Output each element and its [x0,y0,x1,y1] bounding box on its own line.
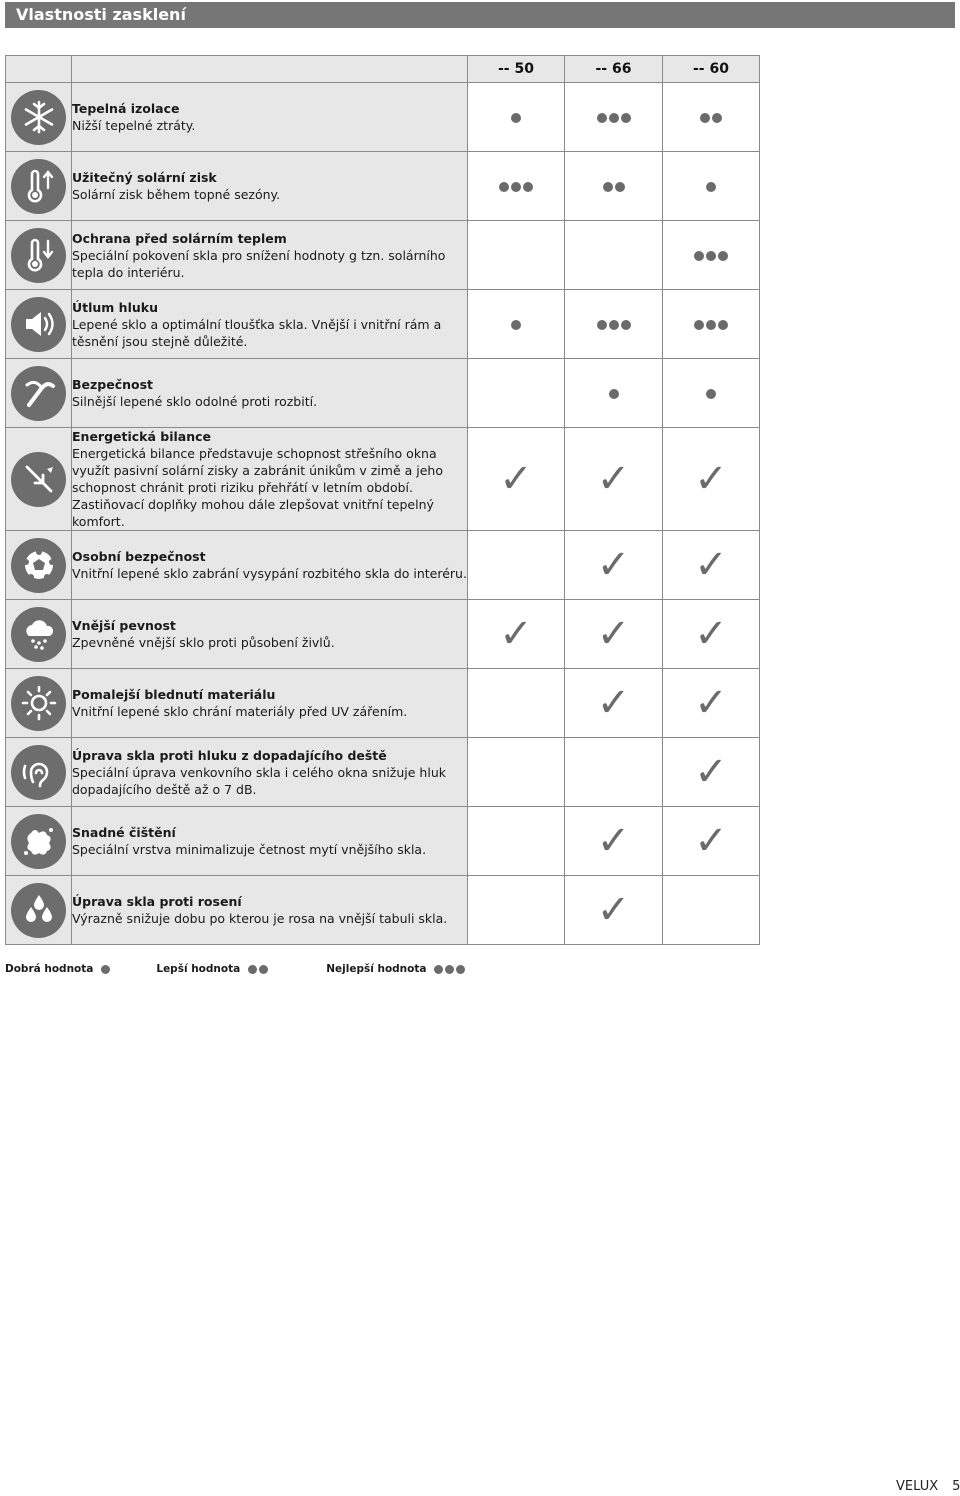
legend [5,963,465,975]
feature-title: Úprava skla proti rosení [72,894,242,909]
value-cell [565,290,663,359]
value-cell [565,152,663,221]
value-cell [663,359,760,428]
table-row [6,738,760,807]
table-row [6,531,760,600]
rating-dots [694,320,728,330]
value-cell [468,738,565,807]
feature-description: Vnitřní lepené sklo zabrání vysypání rozbitého skla do interéru. [72,566,467,581]
value-cell [565,83,663,152]
icon-cell [6,290,72,359]
value-cell [565,876,663,945]
check-mark: ✓ [499,456,533,502]
value-cell [663,669,760,738]
check-mark: ✓ [596,680,631,726]
feature-text-cell [72,290,468,359]
value-cell [468,531,565,600]
rating-dot [621,113,631,123]
check-mark: ✓ [694,749,728,795]
feature-text-cell [72,83,468,152]
rating-dot [603,182,613,192]
legend-dots [248,965,268,974]
rating-dot [511,320,521,330]
feature-text-cell [72,807,468,876]
rating-dots [511,320,521,330]
rating-dot [511,182,521,192]
value-cell [468,669,565,738]
glazing-properties-table [5,55,760,945]
table-row [6,428,760,531]
ear-icon [11,745,66,800]
table-row [6,152,760,221]
rating-dots [609,389,619,399]
check-mark: ✓ [694,680,728,726]
value-cell [565,600,663,669]
page-title: Vlastnosti zasklení [16,5,186,24]
page-footer [896,1479,960,1494]
check-mark: ✓ [596,456,631,502]
value-cell [565,221,663,290]
feature-title: Bezpečnost [72,377,154,392]
check-mark: ✓ [596,818,631,864]
value-cell [663,807,760,876]
rating-dot [694,251,704,261]
hook-icon [11,366,66,421]
header-empty-cell [6,56,72,83]
legend-dots [101,965,110,974]
value-cell [468,428,565,531]
value-cell [468,152,565,221]
drops-icon [11,883,66,938]
rating-dot [694,320,704,330]
rating-dot [615,182,625,192]
feature-text-cell [72,600,468,669]
rating-dots [706,389,716,399]
feature-description: Speciální vrstva minimalizuje četnost mytí vnějšího skla. [72,842,427,857]
header-empty-cell [72,56,468,83]
icon-cell [6,669,72,738]
feature-description: Energetická bilance představuje schopnost střešního okna využít pasivní solární zisky a zabránit únikům v zimě a jeho schopnost chránit proti riziku přehřátí v letním období. Zastiňovací doplňky mohou dále zlepšovat vnitřní tepelný komfort. [72,446,443,529]
feature-description: Nižší tepelné ztráty. [72,118,196,133]
rating-dot [706,389,716,399]
check-mark: ✓ [596,542,631,588]
section-title-bar [5,2,955,28]
rating-dot [609,320,619,330]
feature-text-cell [72,531,468,600]
legend-dots [434,965,465,974]
icon-cell [6,221,72,290]
thermometer-up-icon [11,159,66,214]
feature-description: Silnější lepené sklo odolné proti rozbití. [72,394,318,409]
value-cell [468,359,565,428]
table-row [6,290,760,359]
feature-text-cell [72,221,468,290]
feature-text-cell [72,738,468,807]
value-cell [565,807,663,876]
brand-name: VELUX [896,1479,939,1494]
rating-dot [499,182,509,192]
page-number: 5 [952,1479,960,1494]
table-row [6,876,760,945]
feature-text-cell [72,428,468,531]
table-header-row [6,56,760,83]
value-cell [565,738,663,807]
rating-dots [700,113,722,123]
rating-dots [499,182,533,192]
column-header: -- 66 [565,56,663,83]
rating-dots [694,251,728,261]
legend-label: Dobrá hodnota [5,963,94,975]
rating-dots [603,182,625,192]
feature-description: Lepené sklo a optimální tloušťka skla. Vnější i vnitřní rám a těsnění jsou stejně důležité. [72,316,442,349]
value-cell [663,83,760,152]
speaker-icon [11,297,66,352]
rating-dot [523,182,533,192]
sun-icon [11,676,66,731]
feature-title: Energetická bilance [72,429,212,444]
icon-cell [6,600,72,669]
value-cell [468,83,565,152]
rating-dots [706,182,716,192]
rating-dot [700,113,710,123]
value-cell [663,738,760,807]
value-cell [468,221,565,290]
rating-dot [511,113,521,123]
table-row [6,359,760,428]
feature-title: Snadné čištění [72,825,176,840]
legend-label: Nejlepší hodnota [326,963,427,975]
column-header: -- 50 [468,56,565,83]
rating-dot [609,389,619,399]
splash-icon [11,814,66,869]
feature-description: Výrazně snižuje dobu po kterou je rosa na vnější tabuli skla. [72,911,448,926]
rating-dot [597,320,607,330]
feature-description: Vnitřní lepené sklo chrání materiály před UV zářením. [72,704,408,719]
table-row [6,600,760,669]
check-mark: ✓ [596,611,631,657]
legend-item [5,963,110,975]
check-mark: ✓ [499,611,533,657]
table-row [6,669,760,738]
icon-cell [6,531,72,600]
icon-cell [6,83,72,152]
rating-dots [597,320,631,330]
table-row [6,807,760,876]
icon-cell [6,152,72,221]
feature-title: Ochrana před solárním teplem [72,230,287,246]
rating-dot [706,251,716,261]
check-mark: ✓ [694,542,728,588]
value-cell [565,359,663,428]
icon-cell [6,359,72,428]
legend-item [326,963,465,975]
table-row [6,221,760,290]
icon-cell [6,738,72,807]
feature-title: Pomalejší blednutí materiálu [72,687,276,702]
feature-title: Vnější pevnost [72,618,176,633]
rating-dot [706,320,716,330]
value-cell [663,531,760,600]
rating-dot [718,251,728,261]
feature-title: Útlum hluku [72,299,158,315]
cloud-hail-icon [11,607,66,662]
feature-title: Tepelná izolace [72,101,180,116]
value-cell [468,807,565,876]
value-cell [663,600,760,669]
value-cell [565,428,663,531]
value-cell [468,600,565,669]
thermometer-down-icon [11,228,66,283]
feature-text-cell [72,152,468,221]
feature-text-cell [72,359,468,428]
value-cell [663,428,760,531]
value-cell [468,290,565,359]
check-mark: ✓ [596,887,631,933]
feature-description: Zpevněné vnější sklo proti působení živlů. [72,635,335,650]
icon-cell [6,876,72,945]
rating-dots [597,113,631,123]
value-cell [663,876,760,945]
legend-item [156,963,268,975]
snowflake-icon [11,90,66,145]
rating-dot [718,320,728,330]
value-cell [468,876,565,945]
feature-description: Speciální pokovení skla pro snížení hodnoty g tzn. solárního tepla do interiéru. [72,247,446,280]
value-cell [565,531,663,600]
rating-dot [712,113,722,123]
feature-description: Speciální úprava venkovního skla i celého okna snižuje hluk dopadajícího deště až o 7 dB. [72,764,446,797]
table-row [6,83,760,152]
feature-text-cell [72,876,468,945]
feature-text-cell [72,669,468,738]
value-cell [663,221,760,290]
value-cell [565,669,663,738]
rating-dot [621,320,631,330]
check-mark: ✓ [694,611,728,657]
rating-dots [511,113,521,123]
check-mark: ✓ [694,456,728,502]
column-header: -- 60 [663,56,760,83]
value-cell [663,152,760,221]
feature-description: Solární zisk během topné sezóny. [72,187,281,202]
icon-cell [6,807,72,876]
rating-dot [706,182,716,192]
icon-cell [6,428,72,531]
rating-dot [597,113,607,123]
feature-title: Úprava skla proti hluku z dopadajícího deště [72,747,387,763]
feature-title: Osobní bezpečnost [72,549,206,564]
rating-dot [609,113,619,123]
energy-arrows-icon [11,452,66,507]
ball-icon [11,538,66,593]
value-cell [663,290,760,359]
feature-title: Užitečný solární zisk [72,170,217,185]
legend-label: Lepší hodnota [156,963,241,975]
check-mark: ✓ [694,818,728,864]
